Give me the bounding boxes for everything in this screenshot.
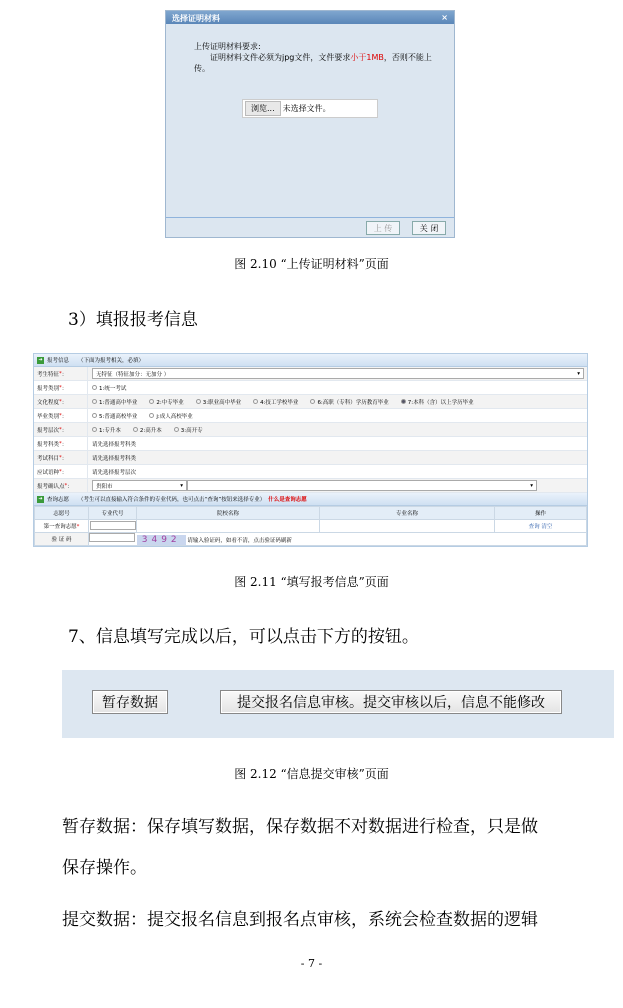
table-row [35, 520, 587, 533]
col-header: 操作 [495, 507, 587, 520]
field-value [88, 367, 587, 380]
required-mark: * [59, 440, 62, 447]
major-code-input[interactable] [90, 521, 136, 530]
colon: ： [61, 455, 68, 462]
required-mark: * [59, 468, 62, 475]
colon: ： [67, 483, 73, 490]
choice-table [34, 506, 587, 546]
caption-2-10: 图 2.10 “上传证明材料”页面 [234, 257, 389, 271]
field-value [88, 479, 587, 492]
radio-icon [174, 427, 179, 432]
field-value [88, 465, 587, 478]
option-label: 2:中专毕业 [156, 399, 184, 406]
option-label: 1:统一考试 [99, 385, 127, 392]
radio-option[interactable] [92, 384, 126, 392]
col-header: 志愿号 [35, 507, 89, 520]
form-row [34, 409, 587, 423]
required-mark: * [64, 482, 68, 489]
field-value [88, 395, 587, 408]
option-label: 3:高开专 [180, 427, 203, 434]
label-text: 考生特征 [37, 371, 60, 378]
req-text-b: ，否则不能上传。 [194, 53, 432, 73]
section-note: （考生可以直接输入符合条件的专业代码，也可点击“查询”按钮来选择专业） [78, 497, 266, 503]
radio-icon [92, 413, 97, 418]
radio-option[interactable] [92, 412, 137, 420]
radio-option[interactable] [253, 398, 298, 406]
paragraph: 提交数据：提交报名信息到报名点审核，系统会检查数据的逻辑 [62, 910, 538, 930]
req-text [194, 52, 434, 74]
field-label [34, 437, 88, 450]
radio-option[interactable] [149, 412, 192, 420]
page-number: - 7 - [300, 957, 323, 970]
close-icon[interactable]: × [441, 13, 448, 22]
colon: ： [61, 427, 68, 434]
choice-label: 第一查询志愿 [43, 524, 77, 530]
file-status: 未选择文件。 [282, 104, 331, 113]
field-label [34, 395, 88, 408]
dialog-title: 选择证明材料 [172, 14, 220, 23]
section-header [34, 493, 587, 506]
radio-icon [253, 399, 258, 404]
heading-3: 3）填报报考信息 [68, 310, 198, 330]
caption-2-11: 图 2.11 “填写报考信息”页面 [234, 575, 389, 589]
field-label [34, 423, 88, 436]
field-value [88, 451, 587, 464]
radio-icon [133, 427, 138, 432]
registration-form [33, 353, 588, 547]
heading-7: 7、信息填写完成以后，可以点击下方的按钮。 [68, 627, 419, 647]
dialog-titlebar [166, 11, 454, 24]
colon: ： [61, 371, 68, 378]
req-size-limit: 小于1MB [350, 53, 384, 62]
field-label [34, 381, 88, 394]
radio-option[interactable] [92, 426, 121, 434]
select-value: 贵阳市 [96, 483, 113, 490]
section-note: （下面为报考相关，必填） [78, 358, 145, 364]
chevron-down-icon: ▾ [530, 482, 533, 489]
option-label: 4:技工学校毕业 [260, 399, 299, 406]
browse-button[interactable]: 浏览... [245, 101, 281, 116]
radio-icon [196, 399, 201, 404]
option-label: 2:高升本 [139, 427, 162, 434]
col-header: 专业代号 [89, 507, 137, 520]
requirements [194, 41, 434, 74]
form-row [34, 381, 587, 395]
button-panel [62, 670, 614, 738]
req-text-a: 证明材料文件必须为jpg文件，文件要求 [210, 53, 351, 62]
colon: ： [61, 399, 68, 406]
label-text: 报考层次 [37, 427, 60, 434]
form-row [34, 367, 587, 381]
field-value [88, 381, 587, 394]
label-text: 报考类别 [37, 385, 60, 392]
section-header [34, 354, 587, 367]
required-mark: * [59, 426, 62, 433]
captcha-image[interactable]: 3492 [137, 535, 186, 545]
field-label [34, 367, 88, 380]
captcha-input[interactable] [89, 533, 135, 542]
radio-option[interactable] [310, 398, 388, 406]
required-mark: * [59, 398, 62, 405]
section-title: 报考信息 [47, 358, 70, 364]
required-mark: * [59, 412, 62, 419]
radio-option[interactable] [149, 398, 183, 406]
arrow-icon: ➜ [38, 356, 43, 363]
field-text: 请先选择报考层次 [92, 469, 137, 476]
close-button[interactable]: 关 闭 [412, 221, 446, 235]
site-select[interactable] [92, 480, 187, 491]
field-value [88, 409, 587, 422]
colon: ： [61, 385, 68, 392]
label-text: 毕业类别 [37, 413, 60, 420]
field-text: 请先选择报考科类 [92, 455, 137, 462]
field-value [88, 423, 587, 436]
dialog-footer [166, 217, 454, 237]
radio-option[interactable] [401, 398, 474, 406]
req-title: 上传证明材料要求: [194, 42, 261, 51]
form-row [34, 423, 587, 437]
label-text: 应试语种 [37, 469, 60, 476]
select-value: 无特征（特征加分：无加分 ） [96, 371, 170, 378]
section-title: 查询志愿 [47, 497, 70, 503]
label-text: 考试科目 [37, 455, 60, 462]
captcha-label: 验 证 码 [35, 533, 89, 546]
option-label: 7:本科（含）以上学历毕业 [407, 399, 474, 406]
field-label [34, 409, 88, 422]
arrow-icon: ➜ [38, 495, 43, 502]
required-mark: * [59, 370, 62, 377]
chevron-down-icon: ▾ [180, 482, 183, 489]
radio-option[interactable] [174, 426, 203, 434]
help-link[interactable]: 什么是查询志愿 [268, 497, 307, 503]
form-row [34, 479, 587, 493]
form-row [34, 395, 587, 409]
required-mark: * [59, 384, 62, 391]
form-row [34, 465, 587, 479]
query-clear-links[interactable]: 查询 清空 [495, 520, 587, 533]
radio-icon [92, 399, 97, 404]
captcha-row [35, 533, 587, 546]
option-label: j:成人高校毕业 [156, 413, 193, 420]
submit-review-button[interactable]: 提交报名信息审核。提交审核以后，信息不能修改 [220, 690, 562, 714]
radio-icon [310, 399, 315, 404]
label-text: 报考确认点 [37, 483, 65, 490]
field-value [88, 437, 587, 450]
site-detail-select[interactable] [187, 480, 537, 491]
captcha-hint: 请输入验证码，如看不清，点击验证码刷新 [187, 538, 292, 544]
radio-option[interactable] [133, 426, 162, 434]
paragraph: 保存操作。 [62, 858, 147, 878]
option-label: 5:普通高校毕业 [99, 413, 138, 420]
save-draft-button[interactable]: 暂存数据 [92, 690, 168, 714]
label-text: 文化程度 [37, 399, 60, 406]
required-mark: * [59, 454, 62, 461]
chevron-down-icon: ▾ [577, 370, 580, 377]
field-label [34, 451, 88, 464]
form-row [34, 437, 587, 451]
colon: ： [61, 413, 68, 420]
option-label: 1:专升本 [99, 427, 121, 434]
option-label: 1:普通高中毕业 [99, 399, 138, 406]
required-mark: * [76, 524, 80, 530]
option-label: 6:高职（专科）学历教育毕业 [317, 399, 389, 406]
upload-dialog [165, 10, 455, 238]
radio-option[interactable] [196, 398, 241, 406]
col-header: 院校名称 [137, 507, 320, 520]
radio-icon [149, 399, 154, 404]
caption-2-12: 图 2.12 “信息提交审核”页面 [234, 767, 389, 781]
feature-select[interactable] [92, 368, 584, 379]
field-label [34, 465, 88, 478]
upload-button[interactable]: 上 传 [366, 221, 400, 235]
radio-icon [149, 413, 154, 418]
option-label: 3:职业高中毕业 [202, 399, 242, 406]
paragraph: 暂存数据：保存填写数据，保存数据不对数据进行检查，只是做 [62, 817, 538, 837]
field-text: 请先选择报考科类 [92, 441, 137, 448]
radio-option[interactable] [92, 398, 137, 406]
colon: ： [61, 469, 68, 476]
radio-icon [92, 427, 97, 432]
colon: ： [61, 441, 68, 448]
radio-icon [92, 385, 97, 390]
field-label [34, 479, 88, 492]
file-input[interactable] [242, 99, 378, 118]
label-text: 报考科类 [37, 441, 60, 448]
radio-icon [401, 399, 406, 404]
col-header: 专业名称 [320, 507, 495, 520]
form-row [34, 451, 587, 465]
